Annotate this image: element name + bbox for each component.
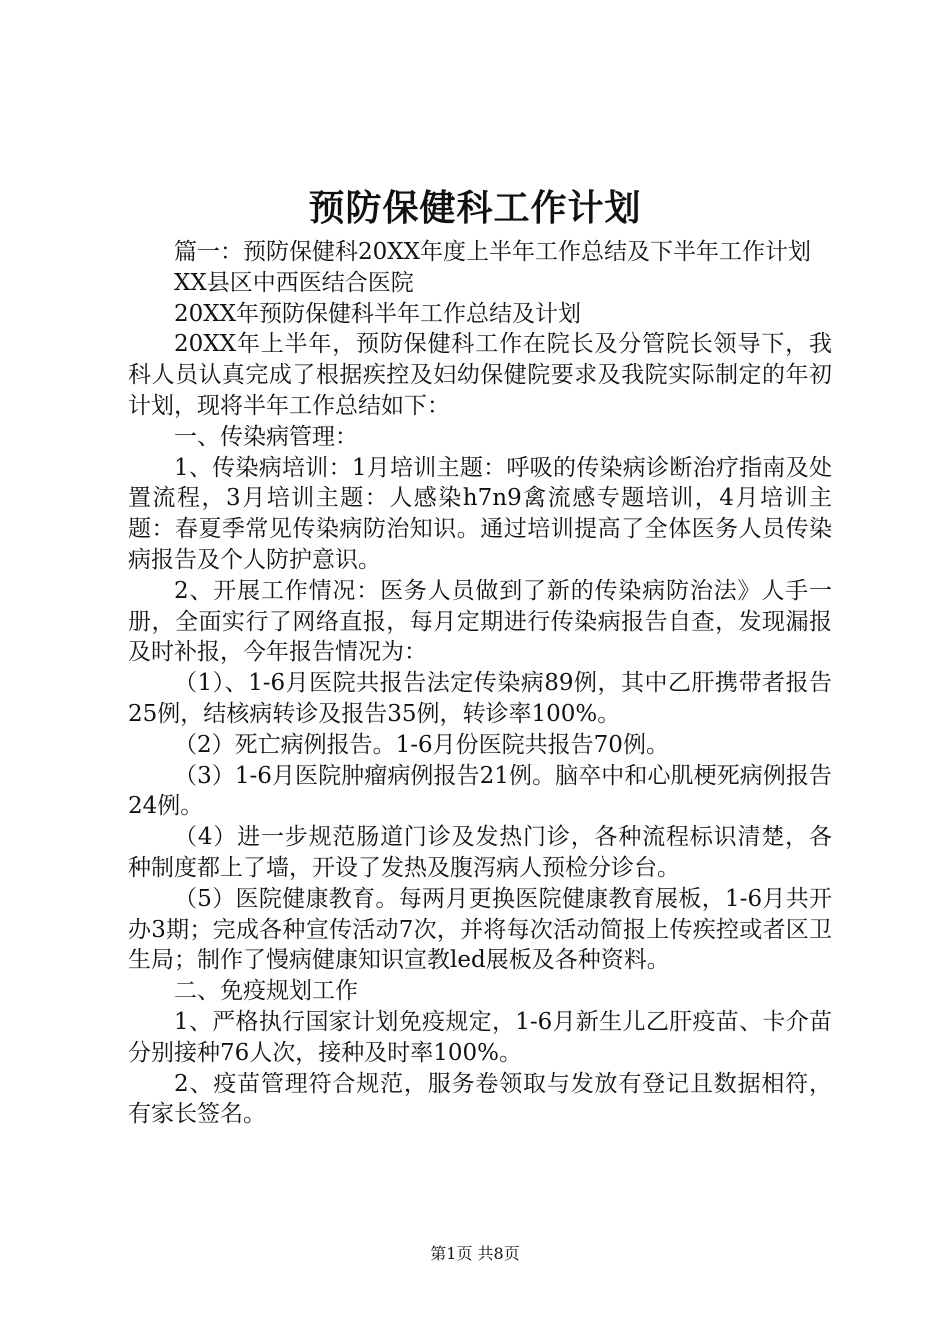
paragraph: （4）进一步规范肠道门诊及发热门诊，各种流程标识清楚，各种制度都上了墙，开设了发热及腹泻病人预检分诊台。 <box>128 824 832 881</box>
paragraph: 20XX年预防保健科半年工作总结及计划 <box>174 300 582 327</box>
paragraph: 篇一：预防保健科20XX年度上半年工作总结及下半年工作计划 <box>174 239 812 265</box>
paragraph: （3）1-6月医院肿瘤病例报告21例。脑卒中和心肌梗死病例报告24例。 <box>128 762 832 820</box>
section-heading: 二、免疫规划工作 <box>174 978 358 1005</box>
section-heading: 一、传染病管理： <box>174 423 358 450</box>
paragraph: （2）死亡病例报告。1-6月份医院共报告70例。 <box>174 731 669 758</box>
paragraph: 2、开展工作情况：医务人员做到了新的传染病防治法》人手一册，全面实行了网络直报，每月定期进行传染病报告自查，发现漏报及时补报，今年报告情况为： <box>128 577 832 666</box>
paragraph: （5）医院健康教育。每两月更换医院健康教育展板，1-6月共开办3期；完成各种宣传活动7次，并将每次活动简报上传疾控或者区卫生局；制作了慢病健康知识宣教led展板及各种资料。 <box>128 885 832 974</box>
paragraph: 1、传染病培训：1月培训主题：呼吸的传染病诊断治疗指南及处置流程，3月培训主题：人感染h7n9禽流感专题培训，4月培训主题：春夏季常见传染病防治知识。通过培训提高了全体医务人员传染病报告及个人防护意识。 <box>128 454 832 573</box>
document-title: 预防保健科工作计划 <box>308 187 642 229</box>
paragraph: （1）、1-6月医院共报告法定传染病89例，其中乙肝携带者报告25例，结核病转诊及报告35例，转诊率100%。 <box>128 670 832 727</box>
paragraph: XX县区中西医结合医院 <box>174 269 414 296</box>
paragraph: 1、严格执行国家计划免疫规定，1-6月新生儿乙肝疫苗、卡介苗分别接种76人次，接种及时率100%。 <box>128 1008 832 1066</box>
document-body <box>128 237 832 1130</box>
page-number-footer: 第1页 共8页 <box>430 1244 520 1263</box>
paragraph: 2、疫苗管理符合规范，服务卷领取与发放有登记且数据相符，有家长签名。 <box>128 1070 832 1128</box>
paragraph: 20XX年上半年，预防保健科工作在院长及分管院长领导下，我科人员认真完成了根据疾控及妇幼保健院要求及我院实际制定的年初计划，现将半年工作总结如下： <box>128 331 832 419</box>
